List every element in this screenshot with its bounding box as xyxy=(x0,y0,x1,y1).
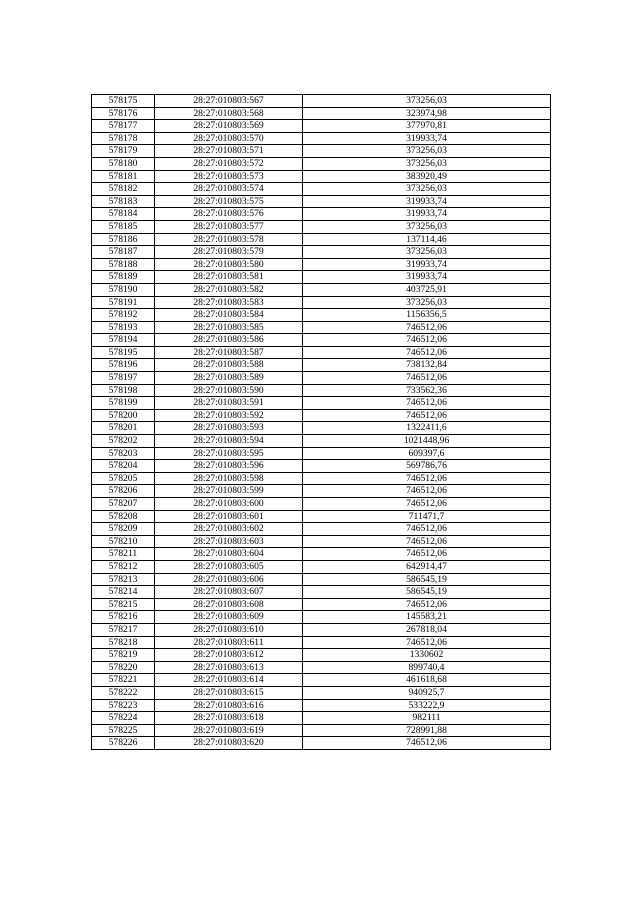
table-row xyxy=(92,283,551,296)
table-row xyxy=(92,447,551,460)
cadastral-number-cell: 28:27:010803:605 xyxy=(155,560,303,573)
row-number-cell: 578184 xyxy=(92,208,155,221)
row-number-cell: 578219 xyxy=(92,649,155,662)
cadastral-number-cell: 28:27:010803:613 xyxy=(155,661,303,674)
table-row xyxy=(92,157,551,170)
table-row xyxy=(92,674,551,687)
cadastral-number-cell: 28:27:010803:570 xyxy=(155,132,303,145)
row-number-cell: 578182 xyxy=(92,183,155,196)
table-row xyxy=(92,346,551,359)
cadastral-value-cell: 319933,74 xyxy=(303,208,551,221)
cadastral-number-cell: 28:27:010803:604 xyxy=(155,548,303,561)
cadastral-value-cell: 383920,49 xyxy=(303,170,551,183)
table-row xyxy=(92,95,551,108)
cadastral-value-cell: 746512,06 xyxy=(303,346,551,359)
cadastral-number-cell: 28:27:010803:581 xyxy=(155,271,303,284)
cadastral-value-cell: 373256,03 xyxy=(303,296,551,309)
row-number-cell: 578210 xyxy=(92,535,155,548)
table-row xyxy=(92,460,551,473)
table-row xyxy=(92,523,551,536)
cadastral-number-cell: 28:27:010803:614 xyxy=(155,674,303,687)
row-number-cell: 578198 xyxy=(92,384,155,397)
row-number-cell: 578175 xyxy=(92,95,155,108)
cadastral-number-cell: 28:27:010803:573 xyxy=(155,170,303,183)
cadastral-value-cell: 746512,06 xyxy=(303,498,551,511)
cadastral-value-cell: 746512,06 xyxy=(303,548,551,561)
table-row xyxy=(92,548,551,561)
table-row xyxy=(92,712,551,725)
row-number-cell: 578217 xyxy=(92,623,155,636)
cadastral-number-cell: 28:27:010803:571 xyxy=(155,145,303,158)
cadastral-value-cell: 899740,4 xyxy=(303,661,551,674)
cadastral-number-cell: 28:27:010803:591 xyxy=(155,397,303,410)
table-row xyxy=(92,258,551,271)
table-row xyxy=(92,233,551,246)
cadastral-number-cell: 28:27:010803:601 xyxy=(155,510,303,523)
cadastral-number-cell: 28:27:010803:575 xyxy=(155,195,303,208)
table-row xyxy=(92,422,551,435)
cadastral-value-cell: 323974,98 xyxy=(303,107,551,120)
cadastral-value-cell: 373256,03 xyxy=(303,95,551,108)
cadastral-value-cell: 319933,74 xyxy=(303,258,551,271)
row-number-cell: 578214 xyxy=(92,586,155,599)
cadastral-number-cell: 28:27:010803:592 xyxy=(155,409,303,422)
table-row xyxy=(92,560,551,573)
table-row xyxy=(92,586,551,599)
cadastral-number-cell: 28:27:010803:585 xyxy=(155,321,303,334)
cadastral-number-cell: 28:27:010803:580 xyxy=(155,258,303,271)
cadastral-value-cell: 746512,06 xyxy=(303,334,551,347)
cadastral-value-cell: 533222,9 xyxy=(303,699,551,712)
cadastral-number-cell: 28:27:010803:606 xyxy=(155,573,303,586)
cadastral-number-cell: 28:27:010803:603 xyxy=(155,535,303,548)
cadastral-value-cell: 1021448,96 xyxy=(303,435,551,448)
row-number-cell: 578189 xyxy=(92,271,155,284)
row-number-cell: 578211 xyxy=(92,548,155,561)
table-row xyxy=(92,724,551,737)
row-number-cell: 578176 xyxy=(92,107,155,120)
table-row xyxy=(92,598,551,611)
row-number-cell: 578193 xyxy=(92,321,155,334)
row-number-cell: 578200 xyxy=(92,409,155,422)
row-number-cell: 578205 xyxy=(92,472,155,485)
row-number-cell: 578208 xyxy=(92,510,155,523)
row-number-cell: 578221 xyxy=(92,674,155,687)
table-row xyxy=(92,737,551,750)
row-number-cell: 578212 xyxy=(92,560,155,573)
cadastral-number-cell: 28:27:010803:568 xyxy=(155,107,303,120)
cadastral-number-cell: 28:27:010803:579 xyxy=(155,246,303,259)
cadastral-value-cell: 609397,6 xyxy=(303,447,551,460)
cadastral-value-cell: 403725,91 xyxy=(303,283,551,296)
table-row xyxy=(92,296,551,309)
row-number-cell: 578204 xyxy=(92,460,155,473)
row-number-cell: 578178 xyxy=(92,132,155,145)
table-row xyxy=(92,611,551,624)
row-number-cell: 578180 xyxy=(92,157,155,170)
cadastral-value-cell: 940925,7 xyxy=(303,686,551,699)
table-row xyxy=(92,485,551,498)
table-row xyxy=(92,359,551,372)
cadastral-number-cell: 28:27:010803:589 xyxy=(155,372,303,385)
table-row xyxy=(92,384,551,397)
row-number-cell: 578195 xyxy=(92,346,155,359)
table-row xyxy=(92,661,551,674)
cadastral-number-cell: 28:27:010803:615 xyxy=(155,686,303,699)
cadastral-value-cell: 746512,06 xyxy=(303,321,551,334)
cadastral-value-cell: 319933,74 xyxy=(303,132,551,145)
table-row xyxy=(92,170,551,183)
cadastral-value-cell: 746512,06 xyxy=(303,472,551,485)
cadastral-value-cell: 586545,19 xyxy=(303,573,551,586)
cadastral-number-cell: 28:27:010803:618 xyxy=(155,712,303,725)
table-row xyxy=(92,246,551,259)
cadastral-number-cell: 28:27:010803:576 xyxy=(155,208,303,221)
cadastral-number-cell: 28:27:010803:610 xyxy=(155,623,303,636)
row-number-cell: 578223 xyxy=(92,699,155,712)
cadastral-number-cell: 28:27:010803:574 xyxy=(155,183,303,196)
cadastral-value-cell: 586545,19 xyxy=(303,586,551,599)
table-row xyxy=(92,498,551,511)
cadastral-number-cell: 28:27:010803:572 xyxy=(155,157,303,170)
cadastral-value-cell: 746512,06 xyxy=(303,636,551,649)
row-number-cell: 578186 xyxy=(92,233,155,246)
cadastral-value-cell: 746512,06 xyxy=(303,535,551,548)
row-number-cell: 578192 xyxy=(92,309,155,322)
row-number-cell: 578226 xyxy=(92,737,155,750)
table-row xyxy=(92,472,551,485)
row-number-cell: 578203 xyxy=(92,447,155,460)
cadastral-value-cell: 569786,76 xyxy=(303,460,551,473)
cadastral-number-cell: 28:27:010803:594 xyxy=(155,435,303,448)
row-number-cell: 578196 xyxy=(92,359,155,372)
cadastral-number-cell: 28:27:010803:584 xyxy=(155,309,303,322)
table-row xyxy=(92,372,551,385)
cadastral-value-cell: 738132,84 xyxy=(303,359,551,372)
cadastral-number-cell: 28:27:010803:578 xyxy=(155,233,303,246)
cadastral-number-cell: 28:27:010803:588 xyxy=(155,359,303,372)
row-number-cell: 578201 xyxy=(92,422,155,435)
row-number-cell: 578209 xyxy=(92,523,155,536)
row-number-cell: 578187 xyxy=(92,246,155,259)
table-row xyxy=(92,120,551,133)
row-number-cell: 578225 xyxy=(92,724,155,737)
cadastral-number-cell: 28:27:010803:602 xyxy=(155,523,303,536)
cadastral-number-cell: 28:27:010803:608 xyxy=(155,598,303,611)
table-row xyxy=(92,623,551,636)
row-number-cell: 578190 xyxy=(92,283,155,296)
row-number-cell: 578215 xyxy=(92,598,155,611)
cadastral-value-cell: 1330602 xyxy=(303,649,551,662)
cadastral-number-cell: 28:27:010803:569 xyxy=(155,120,303,133)
row-number-cell: 578177 xyxy=(92,120,155,133)
table-row xyxy=(92,435,551,448)
table-row xyxy=(92,334,551,347)
cadastral-value-cell: 319933,74 xyxy=(303,271,551,284)
cadastral-value-cell: 373256,03 xyxy=(303,145,551,158)
cadastral-value-table xyxy=(91,94,551,750)
cadastral-number-cell: 28:27:010803:583 xyxy=(155,296,303,309)
cadastral-number-cell: 28:27:010803:596 xyxy=(155,460,303,473)
table-row xyxy=(92,309,551,322)
row-number-cell: 578199 xyxy=(92,397,155,410)
table-row xyxy=(92,535,551,548)
table-row xyxy=(92,208,551,221)
table-row xyxy=(92,145,551,158)
cadastral-number-cell: 28:27:010803:590 xyxy=(155,384,303,397)
row-number-cell: 578220 xyxy=(92,661,155,674)
cadastral-value-cell: 746512,06 xyxy=(303,372,551,385)
cadastral-value-cell: 733562,36 xyxy=(303,384,551,397)
table-row xyxy=(92,195,551,208)
cadastral-number-cell: 28:27:010803:620 xyxy=(155,737,303,750)
table-row xyxy=(92,409,551,422)
cadastral-number-cell: 28:27:010803:586 xyxy=(155,334,303,347)
row-number-cell: 578181 xyxy=(92,170,155,183)
cadastral-number-cell: 28:27:010803:595 xyxy=(155,447,303,460)
cadastral-value-cell: 746512,06 xyxy=(303,598,551,611)
row-number-cell: 578218 xyxy=(92,636,155,649)
table-row xyxy=(92,107,551,120)
cadastral-value-cell: 373256,03 xyxy=(303,183,551,196)
row-number-cell: 578202 xyxy=(92,435,155,448)
cadastral-value-cell: 1322411,6 xyxy=(303,422,551,435)
cadastral-value-cell: 373256,03 xyxy=(303,246,551,259)
cadastral-value-cell: 746512,06 xyxy=(303,409,551,422)
cadastral-number-cell: 28:27:010803:577 xyxy=(155,220,303,233)
cadastral-value-cell: 642914,47 xyxy=(303,560,551,573)
cadastral-value-cell: 982111 xyxy=(303,712,551,725)
cadastral-number-cell: 28:27:010803:593 xyxy=(155,422,303,435)
row-number-cell: 578179 xyxy=(92,145,155,158)
cadastral-value-cell: 373256,03 xyxy=(303,220,551,233)
cadastral-value-cell: 746512,06 xyxy=(303,737,551,750)
row-number-cell: 578197 xyxy=(92,372,155,385)
cadastral-number-cell: 28:27:010803:582 xyxy=(155,283,303,296)
table-row xyxy=(92,636,551,649)
cadastral-number-cell: 28:27:010803:611 xyxy=(155,636,303,649)
table-row xyxy=(92,397,551,410)
row-number-cell: 578194 xyxy=(92,334,155,347)
cadastral-number-cell: 28:27:010803:587 xyxy=(155,346,303,359)
cadastral-value-cell: 1156356,5 xyxy=(303,309,551,322)
cadastral-value-cell: 137114,46 xyxy=(303,233,551,246)
table-row xyxy=(92,699,551,712)
table-row xyxy=(92,510,551,523)
cadastral-value-cell: 746512,06 xyxy=(303,485,551,498)
cadastral-value-cell: 267818,04 xyxy=(303,623,551,636)
row-number-cell: 578185 xyxy=(92,220,155,233)
cadastral-value-cell: 746512,06 xyxy=(303,523,551,536)
cadastral-number-cell: 28:27:010803:599 xyxy=(155,485,303,498)
cadastral-number-cell: 28:27:010803:616 xyxy=(155,699,303,712)
table-row xyxy=(92,132,551,145)
table-row xyxy=(92,183,551,196)
row-number-cell: 578216 xyxy=(92,611,155,624)
cadastral-value-cell: 319933,74 xyxy=(303,195,551,208)
cadastral-value-cell: 746512,06 xyxy=(303,397,551,410)
table-row xyxy=(92,321,551,334)
table-row xyxy=(92,649,551,662)
row-number-cell: 578224 xyxy=(92,712,155,725)
cadastral-number-cell: 28:27:010803:607 xyxy=(155,586,303,599)
row-number-cell: 578222 xyxy=(92,686,155,699)
row-number-cell: 578183 xyxy=(92,195,155,208)
cadastral-number-cell: 28:27:010803:600 xyxy=(155,498,303,511)
table-row xyxy=(92,271,551,284)
cadastral-value-cell: 728991,88 xyxy=(303,724,551,737)
cadastral-value-cell: 377970,81 xyxy=(303,120,551,133)
cadastral-number-cell: 28:27:010803:612 xyxy=(155,649,303,662)
cadastral-number-cell: 28:27:010803:598 xyxy=(155,472,303,485)
cadastral-value-cell: 145583,21 xyxy=(303,611,551,624)
cadastral-value-cell: 711471,7 xyxy=(303,510,551,523)
cadastral-value-cell: 461618,68 xyxy=(303,674,551,687)
row-number-cell: 578213 xyxy=(92,573,155,586)
row-number-cell: 578207 xyxy=(92,498,155,511)
row-number-cell: 578206 xyxy=(92,485,155,498)
row-number-cell: 578188 xyxy=(92,258,155,271)
table-body xyxy=(92,95,551,750)
cadastral-value-cell: 373256,03 xyxy=(303,157,551,170)
cadastral-number-cell: 28:27:010803:567 xyxy=(155,95,303,108)
table-row xyxy=(92,686,551,699)
cadastral-number-cell: 28:27:010803:619 xyxy=(155,724,303,737)
row-number-cell: 578191 xyxy=(92,296,155,309)
table-row xyxy=(92,573,551,586)
table-row xyxy=(92,220,551,233)
cadastral-number-cell: 28:27:010803:609 xyxy=(155,611,303,624)
